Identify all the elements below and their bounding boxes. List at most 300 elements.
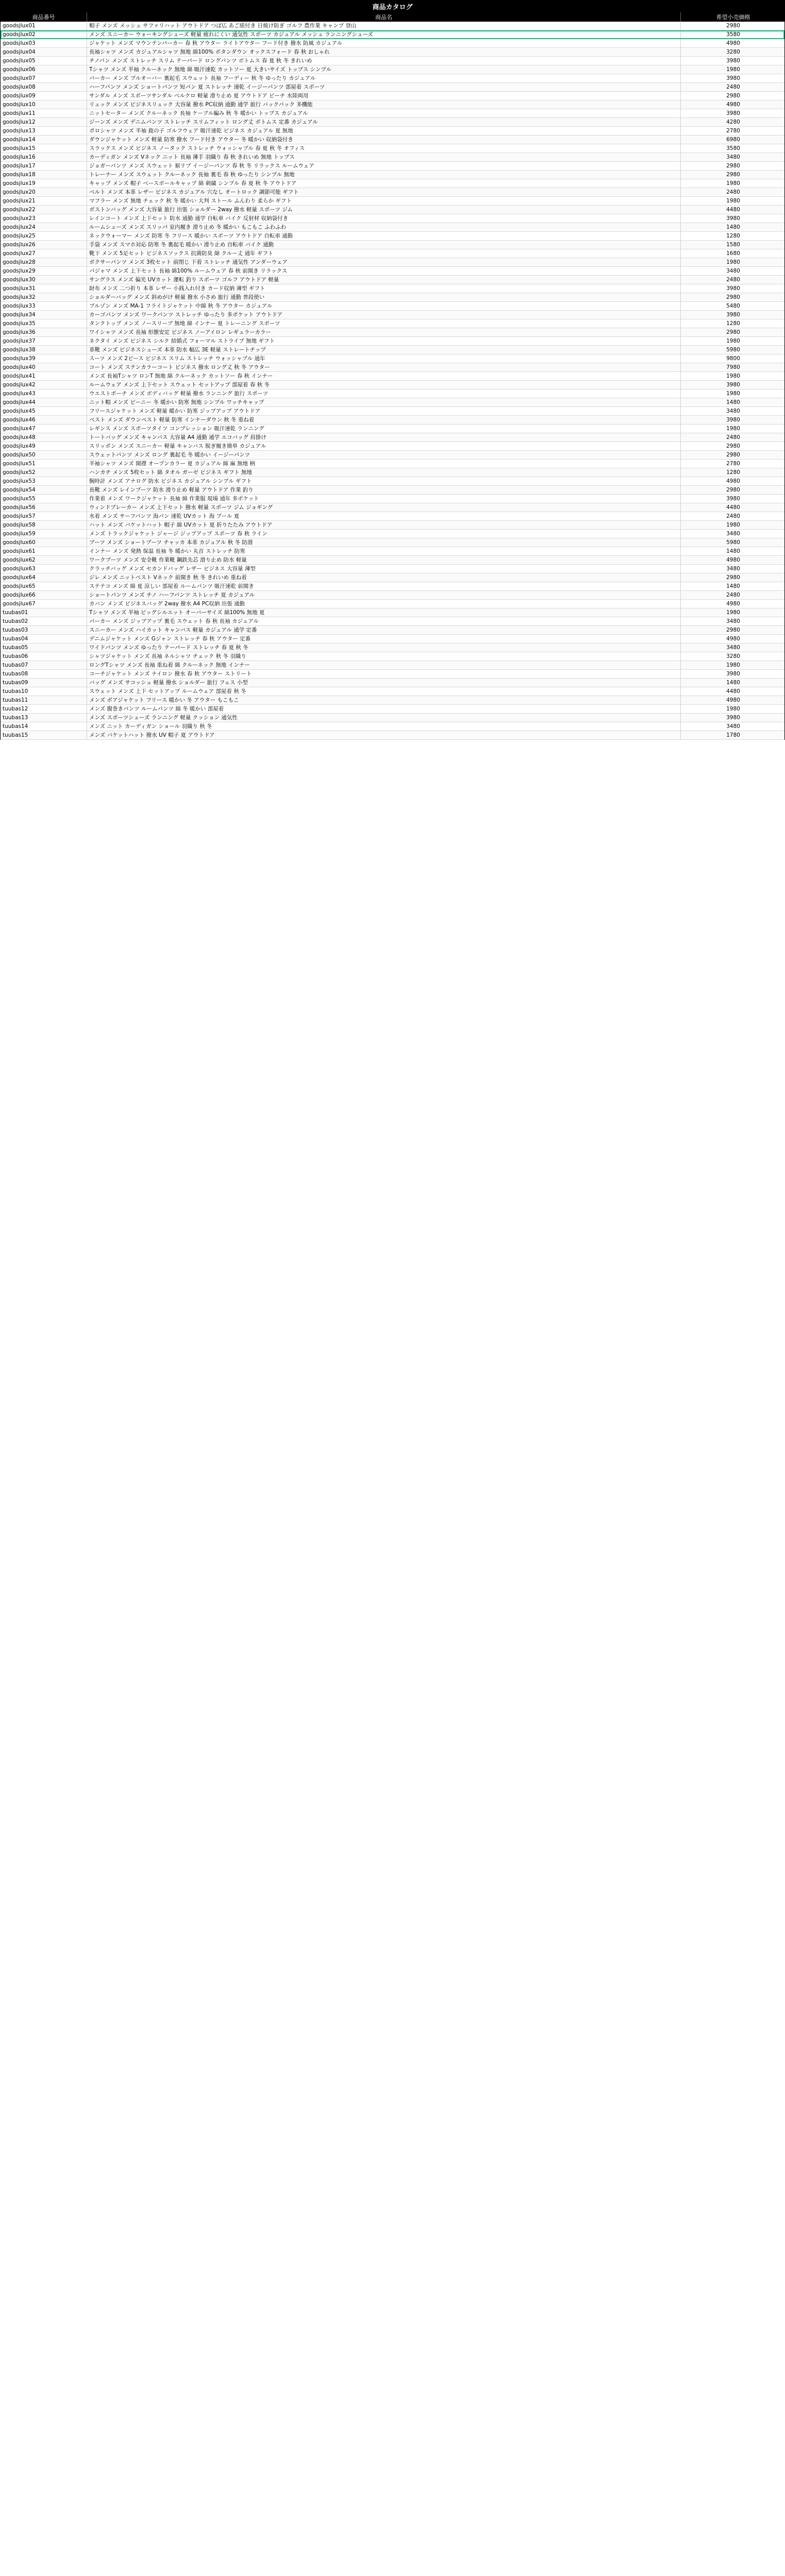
product-name-cell: パジャマ メンズ 上下セット 長袖 綿100% ルームウェア 春 秋 前開き リラックス xyxy=(87,267,681,275)
table-row[interactable] xyxy=(1,608,784,617)
price-cell: 3480 xyxy=(726,531,740,537)
price-cell: 2980 xyxy=(726,487,740,493)
table-row[interactable] xyxy=(1,731,784,740)
product-number-cell: goodsjlux66 xyxy=(1,591,87,599)
product-number-cell: goodsjlux62 xyxy=(1,556,87,564)
table-row[interactable] xyxy=(1,696,784,705)
product-number-cell: goodsjlux27 xyxy=(1,249,87,258)
product-name-cell: 手袋 メンズ スマホ対応 防寒 冬 裏起毛 暖かい 滑り止め 自転車 バイク 通勤 xyxy=(87,241,681,249)
product-number-cell: goodsjlux16 xyxy=(1,153,87,161)
price-cell: 4980 xyxy=(726,697,740,703)
price-cell: 1480 xyxy=(726,583,740,589)
product-name-cell: メンズ 腹巻きパンツ ルームパンツ 綿 冬 暖かい 部屋着 xyxy=(87,705,681,713)
product-name-cell: ジョガーパンツ メンズ スウェット 裾リブ イージーパンツ 春 秋 冬 リラックス ルームウェア xyxy=(87,162,681,170)
price-cell: 1480 xyxy=(726,548,740,554)
table-row[interactable] xyxy=(1,319,784,328)
table-row[interactable] xyxy=(1,643,784,652)
product-number-cell: tuubas02 xyxy=(1,617,87,625)
product-number-cell: goodsjlux54 xyxy=(1,486,87,494)
product-number-cell: goodsjlux58 xyxy=(1,521,87,529)
price-cell: 4480 xyxy=(726,688,740,694)
table-row[interactable] xyxy=(1,565,784,573)
product-name-cell: ハーフパンツ メンズ ショートパンツ 短パン 夏 ストレッチ 速乾 イージーパンツ 部屋着 スポーツ xyxy=(87,83,681,91)
table-row[interactable] xyxy=(1,267,784,276)
product-number-cell: goodsjlux15 xyxy=(1,144,87,152)
product-number-cell: goodsjlux21 xyxy=(1,197,87,205)
table-row[interactable] xyxy=(1,153,784,162)
price-cell: 4980 xyxy=(726,557,740,563)
product-number-cell: tuubas14 xyxy=(1,722,87,731)
price-cell: 1980 xyxy=(726,66,740,73)
table-row[interactable] xyxy=(1,249,784,258)
product-name-cell: Tシャツ メンズ 半袖 クルーネック 無地 綿 吸汗速乾 カットソー 夏 大きいサイズ トップス シンプル xyxy=(87,65,681,74)
table-row-selected[interactable] xyxy=(1,30,784,39)
table-row[interactable] xyxy=(1,442,784,451)
price-cell: 2480 xyxy=(726,592,740,598)
product-number-cell: goodsjlux04 xyxy=(1,48,87,56)
product-name-cell: ネクタイ メンズ ビジネス シルク 結婚式 フォーマル ストライプ 無地 ギフト xyxy=(87,337,681,345)
product-name-cell: メンズ バケットハット 撥水 UV 帽子 夏 アウトドア xyxy=(87,731,681,739)
product-number-cell: goodsjlux43 xyxy=(1,389,87,398)
product-name-cell: シャツジャケット メンズ 長袖 ネルシャツ チェック 秋 冬 羽織り xyxy=(87,652,681,660)
table-row[interactable] xyxy=(1,127,784,135)
price-cell: 3980 xyxy=(726,285,740,292)
price-cell: 3980 xyxy=(726,496,740,502)
product-name-cell: 靴下 メンズ 5足セット ビジネスソックス 抗菌防臭 綿 クルー丈 通年 ギフト xyxy=(87,249,681,258)
product-name-cell: ジレ メンズ ニットベスト Vネック 前開き 秋 冬 きれいめ 重ね着 xyxy=(87,573,681,582)
price-cell: 3480 xyxy=(726,723,740,730)
product-name-cell: 革靴 メンズ ビジネスシューズ 本革 防水 幅広 3E 軽量 ストレートチップ xyxy=(87,346,681,354)
document-title: 商品カタログ xyxy=(0,0,785,12)
price-cell: 1980 xyxy=(726,198,740,204)
table-row[interactable] xyxy=(1,381,784,389)
product-name-cell: 長靴 メンズ レインブーツ 防水 滑り止め 軽量 アウトドア 作業 釣り xyxy=(87,486,681,494)
product-name-cell: マフラー メンズ 無地 チェック 秋 冬 暖かい 大判 ストール ふんわり 柔らか ギフト xyxy=(87,197,681,205)
table-row[interactable] xyxy=(1,416,784,425)
product-name-cell: ジャケット メンズ マウンテンパーカー 春 秋 アウター ライトアウター フード付き 撥水 防風 カジュアル xyxy=(87,39,681,47)
catalog-sheet xyxy=(0,0,785,740)
product-name-cell: チノパン メンズ ストレッチ スリム テーパード ロングパンツ ボトムス 春 夏 秋 冬 きれいめ xyxy=(87,57,681,65)
product-name-cell: ニットセーター メンズ クルーネック 長袖 ケーブル編み 秋 冬 暖かい トップス カジュアル xyxy=(87,109,681,117)
price-cell: 3980 xyxy=(726,417,740,423)
product-name-cell: ロングTシャツ メンズ 長袖 重ね着 綿 クルーネック 無地 インナー xyxy=(87,661,681,669)
product-name-cell: 水着 メンズ サーフパンツ 海パン 速乾 UVカット 海 プール 夏 xyxy=(87,512,681,520)
price-cell: 2980 xyxy=(726,574,740,581)
table-row[interactable] xyxy=(1,530,784,538)
price-cell: 3980 xyxy=(726,110,740,116)
table-row[interactable] xyxy=(1,39,784,48)
product-number-cell: goodsjlux05 xyxy=(1,57,87,65)
table-row[interactable] xyxy=(1,276,784,284)
price-cell: 3980 xyxy=(726,312,740,318)
table-row[interactable] xyxy=(1,48,784,57)
product-number-cell: goodsjlux57 xyxy=(1,512,87,520)
product-number-cell: goodsjlux23 xyxy=(1,214,87,223)
price-cell: 4480 xyxy=(726,504,740,511)
table-row[interactable] xyxy=(1,92,784,100)
table-row[interactable] xyxy=(1,65,784,74)
table-row[interactable] xyxy=(1,722,784,731)
product-name-cell: コート メンズ ステンカラーコート ビジネス 撥水 ロング丈 秋 冬 アウター xyxy=(87,363,681,371)
product-name-cell: ルームウェア メンズ 上下セット スウェット セットアップ 部屋着 春 秋 冬 xyxy=(87,381,681,389)
product-number-cell: goodsjlux29 xyxy=(1,267,87,275)
table-row[interactable] xyxy=(1,600,784,608)
table-row[interactable] xyxy=(1,451,784,460)
table-row[interactable] xyxy=(1,372,784,381)
product-name-cell: トートバッグ メンズ キャンバス 大容量 A4 通勤 通学 エコバッグ 肩掛け xyxy=(87,433,681,442)
table-row[interactable] xyxy=(1,486,784,495)
table-row[interactable] xyxy=(1,328,784,337)
price-cell: 3580 xyxy=(726,145,740,151)
table-row[interactable] xyxy=(1,573,784,582)
product-number-cell: tuubas07 xyxy=(1,661,87,669)
product-number-cell: goodsjlux07 xyxy=(1,74,87,82)
product-name-cell: ハット メンズ バケットハット 帽子 綿 UVカット 夏 折りたたみ アウトドア xyxy=(87,521,681,529)
product-number-cell: goodsjlux67 xyxy=(1,600,87,608)
price-cell: 3480 xyxy=(726,408,740,414)
price-cell: 1980 xyxy=(726,338,740,344)
product-name-cell: ブーツ メンズ ショートブーツ チャッカ 本革 カジュアル 秋 冬 防滑 xyxy=(87,538,681,547)
price-cell: 6980 xyxy=(726,137,740,143)
price-cell: 2480 xyxy=(726,513,740,519)
product-name-cell: ボストンバッグ メンズ 大容量 旅行 出張 ショルダー 2way 撥水 軽量 スポーツ ジム xyxy=(87,206,681,214)
column-header-product-number: 商品番号 xyxy=(1,12,87,22)
product-number-cell: goodsjlux31 xyxy=(1,284,87,293)
table-row[interactable] xyxy=(1,389,784,398)
table-row[interactable] xyxy=(1,521,784,530)
price-cell: 9800 xyxy=(726,355,740,362)
product-number-cell: goodsjlux09 xyxy=(1,92,87,100)
product-name-cell: クラッチバッグ メンズ セカンドバッグ レザー ビジネス 大容量 薄型 xyxy=(87,565,681,573)
price-cell: 1480 xyxy=(726,399,740,405)
table-row[interactable] xyxy=(1,188,784,197)
price-cell: 1480 xyxy=(726,224,740,230)
product-name-cell: Tシャツ メンズ 半袖 ビッグシルエット オーバーサイズ 綿100% 無地 夏 xyxy=(87,608,681,617)
product-number-cell: goodsjlux61 xyxy=(1,547,87,555)
price-cell: 5980 xyxy=(726,347,740,353)
price-cell: 1680 xyxy=(726,250,740,257)
price-cell: 1280 xyxy=(726,469,740,476)
price-cell: 5480 xyxy=(726,303,740,309)
product-number-cell: goodsjlux38 xyxy=(1,346,87,354)
product-name-cell: ブルゾン メンズ MA-1 フライトジャケット 中綿 秋 冬 アウター カジュアル xyxy=(87,302,681,310)
price-cell: 4980 xyxy=(726,40,740,46)
product-name-cell: メンズ スポーツシューズ ランニング 軽量 クッション 通気性 xyxy=(87,714,681,722)
table-row[interactable] xyxy=(1,460,784,468)
product-number-cell: goodsjlux64 xyxy=(1,573,87,582)
product-number-cell: goodsjlux33 xyxy=(1,302,87,310)
product-number-cell: tuubas15 xyxy=(1,731,87,739)
table-row[interactable] xyxy=(1,495,784,503)
product-number-cell: goodsjlux42 xyxy=(1,381,87,389)
product-number-cell: goodsjlux30 xyxy=(1,276,87,284)
product-number-cell: goodsjlux18 xyxy=(1,171,87,179)
product-name-cell: キャップ メンズ 帽子 ベースボールキャップ 綿 刺繍 シンプル 春 夏 秋 冬 アウトドア xyxy=(87,179,681,188)
product-number-cell: goodsjlux10 xyxy=(1,100,87,109)
price-cell: 1980 xyxy=(726,180,740,187)
product-number-cell: goodsjlux45 xyxy=(1,407,87,415)
table-row[interactable] xyxy=(1,258,784,267)
product-number-cell: goodsjlux48 xyxy=(1,433,87,442)
price-cell: 4980 xyxy=(726,478,740,484)
product-number-cell: goodsjlux37 xyxy=(1,337,87,345)
table-row[interactable] xyxy=(1,354,784,363)
product-name-cell: カーディガン メンズ Vネック ニット 長袖 薄手 羽織り 春 秋 きれいめ 無地 トップス xyxy=(87,153,681,161)
product-number-cell: goodsjlux40 xyxy=(1,363,87,371)
table-row[interactable] xyxy=(1,284,784,293)
table-row[interactable] xyxy=(1,398,784,407)
column-header-product-name: 商品名 xyxy=(87,12,681,22)
product-number-cell: goodsjlux28 xyxy=(1,258,87,266)
product-number-cell: goodsjlux01 xyxy=(1,22,87,30)
table-row[interactable] xyxy=(1,652,784,661)
product-name-cell: サンダル メンズ スポーツサンダル ベルクロ 軽量 滑り止め 夏 アウトドア ビーチ 水陸両用 xyxy=(87,92,681,100)
price-cell: 3580 xyxy=(726,31,740,38)
product-name-cell: トレーナー メンズ スウェット クルーネック 長袖 裏毛 春 秋 ゆったり シンプル 無地 xyxy=(87,171,681,179)
product-number-cell: goodsjlux65 xyxy=(1,582,87,590)
table-row[interactable] xyxy=(1,100,784,109)
table-row[interactable] xyxy=(1,179,784,188)
product-name-cell: カバン メンズ ビジネスバッグ 2way 撥水 A4 PC収納 出張 通勤 xyxy=(87,600,681,608)
product-name-cell: スリッポン メンズ スニーカー 軽量 キャンバス 脱ぎ履き簡単 カジュアル xyxy=(87,442,681,450)
product-number-cell: goodsjlux02 xyxy=(1,30,87,39)
product-name-cell: ステテコ メンズ 綿 夏 涼しい 部屋着 ルームパンツ 吸汗速乾 前開き xyxy=(87,582,681,590)
price-cell: 1580 xyxy=(726,242,740,248)
table-row[interactable] xyxy=(1,57,784,65)
product-name-cell: ルームシューズ メンズ スリッパ 室内履き 滑り止め 冬 暖かい もこもこ ふわふわ xyxy=(87,223,681,231)
product-number-cell: tuubas06 xyxy=(1,652,87,660)
product-number-cell: goodsjlux55 xyxy=(1,495,87,503)
product-number-cell: goodsjlux35 xyxy=(1,319,87,328)
product-number-cell: tuubas13 xyxy=(1,714,87,722)
price-cell: 3980 xyxy=(726,75,740,81)
table-row[interactable] xyxy=(1,346,784,354)
product-number-cell: tuubas12 xyxy=(1,705,87,713)
price-cell: 2480 xyxy=(726,189,740,195)
product-number-cell: goodsjlux53 xyxy=(1,477,87,485)
product-number-cell: goodsjlux46 xyxy=(1,416,87,424)
product-number-cell: goodsjlux08 xyxy=(1,83,87,91)
table-row[interactable] xyxy=(1,171,784,179)
product-number-cell: goodsjlux26 xyxy=(1,241,87,249)
product-name-cell: メンズ トラックジャケット ジャージ ジップアップ スポーツ 春 秋 ライン xyxy=(87,530,681,538)
table-row[interactable] xyxy=(1,687,784,696)
product-name-cell: 財布 メンズ 二つ折り 本革 レザー 小銭入れ付き カード収納 薄型 ギフト xyxy=(87,284,681,293)
product-number-cell: goodsjlux19 xyxy=(1,179,87,188)
product-name-cell: フリースジャケット メンズ 軽量 暖かい 防寒 ジップアップ アウトドア xyxy=(87,407,681,415)
price-cell: 1980 xyxy=(726,609,740,616)
product-name-cell: バッグ メンズ サコッシュ 軽量 撥水 ショルダー 旅行 フェス 小型 xyxy=(87,679,681,687)
price-cell: 1980 xyxy=(726,259,740,265)
product-number-cell: goodsjlux36 xyxy=(1,328,87,336)
table-row[interactable] xyxy=(1,223,784,232)
product-name-cell: ハンカチ メンズ 5枚セット 綿 タオル ガーゼ ビジネス ギフト 無地 xyxy=(87,468,681,477)
table-row[interactable] xyxy=(1,206,784,214)
table-row[interactable] xyxy=(1,547,784,556)
product-name-cell: スウェットパンツ メンズ ロング 裏起毛 冬 暖かい イージーパンツ xyxy=(87,451,681,459)
price-cell: 4980 xyxy=(726,101,740,108)
table-row[interactable] xyxy=(1,337,784,346)
product-number-cell: goodsjlux60 xyxy=(1,538,87,547)
product-name-cell: レギンス メンズ スポーツタイツ コンプレッション 吸汗速乾 ランニング xyxy=(87,425,681,433)
table-row[interactable] xyxy=(1,626,784,635)
table-row[interactable] xyxy=(1,556,784,565)
table-row[interactable] xyxy=(1,363,784,372)
table-row[interactable] xyxy=(1,635,784,643)
product-number-cell: goodsjlux20 xyxy=(1,188,87,196)
product-name-cell: 腕時計 メンズ アナログ 防水 ビジネス カジュアル シンプル ギフト xyxy=(87,477,681,485)
product-number-cell: tuubas01 xyxy=(1,608,87,617)
price-cell: 2980 xyxy=(726,93,740,99)
table-row[interactable] xyxy=(1,311,784,319)
price-cell: 1780 xyxy=(726,732,740,738)
product-name-cell: ワイシャツ メンズ 長袖 形態安定 ビジネス ノーアイロン レギュラーカラー xyxy=(87,328,681,336)
price-cell: 3980 xyxy=(726,382,740,388)
table-row[interactable] xyxy=(1,118,784,127)
table-row[interactable] xyxy=(1,109,784,118)
table-row[interactable] xyxy=(1,661,784,670)
price-cell: 3980 xyxy=(726,671,740,677)
table-row[interactable] xyxy=(1,293,784,302)
price-cell: 2480 xyxy=(726,84,740,90)
product-name-cell: メンズ スニーカー ウォーキングシューズ 軽量 疲れにくい 通気性 スポーツ カジュアル メッシュ ランニングシューズ xyxy=(87,30,681,39)
product-name-cell: ウィンドブレーカー メンズ 上下セット 撥水 軽量 スポーツ ジム ジョギング xyxy=(87,503,681,512)
product-number-cell: tuubas09 xyxy=(1,679,87,687)
table-row[interactable] xyxy=(1,714,784,722)
product-number-cell: goodsjlux03 xyxy=(1,39,87,47)
product-number-cell: goodsjlux39 xyxy=(1,354,87,363)
table-row[interactable] xyxy=(1,433,784,442)
table-row[interactable] xyxy=(1,503,784,512)
product-name-cell: メンズ 長袖Tシャツ ロンT 無地 綿 クルーネック カットソー 春 秋 インナー xyxy=(87,372,681,380)
product-number-cell: tuubas05 xyxy=(1,643,87,652)
price-cell: 2980 xyxy=(726,452,740,458)
price-cell: 2480 xyxy=(726,277,740,283)
product-name-cell: 作業着 メンズ ワークジャケット 長袖 綿 作業服 現場 通年 多ポケット xyxy=(87,495,681,503)
product-number-cell: goodsjlux51 xyxy=(1,460,87,468)
price-cell: 3480 xyxy=(726,268,740,274)
product-name-cell: ベルト メンズ 本革 レザー ビジネス カジュアル 穴なし オートロック 調節可能 ギフト xyxy=(87,188,681,196)
product-name-cell: ショルダーバッグ メンズ 斜めがけ 軽量 撥水 小さめ 旅行 通勤 普段使い xyxy=(87,293,681,301)
price-cell: 1280 xyxy=(726,320,740,327)
price-cell: 2980 xyxy=(726,163,740,169)
table-row[interactable] xyxy=(1,538,784,547)
product-number-cell: goodsjlux25 xyxy=(1,232,87,240)
product-name-cell: ワイドパンツ メンズ ゆったり テーパード ストレッチ 春 夏 秋 冬 xyxy=(87,643,681,652)
product-name-cell: ウエストポーチ メンズ ボディバッグ 軽量 撥水 ランニング 旅行 スポーツ xyxy=(87,389,681,398)
product-number-cell: goodsjlux22 xyxy=(1,206,87,214)
price-cell: 3980 xyxy=(726,215,740,222)
price-cell: 2980 xyxy=(726,294,740,300)
product-name-cell: リュック メンズ ビジネスリュック 大容量 撥水 PC収納 通勤 通学 旅行 バックパック 多機能 xyxy=(87,100,681,109)
table-row[interactable] xyxy=(1,302,784,311)
price-cell: 1980 xyxy=(726,706,740,712)
table-row[interactable] xyxy=(1,468,784,477)
product-name-cell: 長袖シャツ メンズ カジュアルシャツ 無地 綿100% ボタンダウン オックスフォード 春 秋 おしゃれ xyxy=(87,48,681,56)
price-cell: 2480 xyxy=(726,434,740,440)
product-name-cell: インナー メンズ 発熱 保温 長袖 冬 暖かい 丸首 ストレッチ 防寒 xyxy=(87,547,681,555)
price-cell: 2780 xyxy=(726,461,740,467)
price-cell: 2980 xyxy=(726,329,740,335)
table-row[interactable] xyxy=(1,74,784,83)
product-name-cell: サングラス メンズ 偏光 UVカット 運転 釣り スポーツ ゴルフ アウトドア 軽量 xyxy=(87,276,681,284)
price-cell: 5980 xyxy=(726,539,740,546)
price-cell: 3480 xyxy=(726,154,740,160)
product-number-cell: goodsjlux41 xyxy=(1,372,87,380)
table-row[interactable] xyxy=(1,425,784,433)
table-row[interactable] xyxy=(1,705,784,714)
table-row[interactable] xyxy=(1,591,784,600)
price-cell: 4980 xyxy=(726,636,740,642)
price-cell: 4280 xyxy=(726,119,740,125)
product-name-cell: スラックス メンズ ビジネス ノータック ストレッチ ウォッシャブル 春 夏 秋 冬 オフィス xyxy=(87,144,681,152)
product-number-cell: goodsjlux63 xyxy=(1,565,87,573)
table-row[interactable] xyxy=(1,407,784,416)
table-row[interactable] xyxy=(1,241,784,249)
table-row[interactable] xyxy=(1,135,784,144)
price-cell: 2780 xyxy=(726,128,740,134)
product-name-cell: ネックウォーマー メンズ 防寒 冬 フリース 暖かい スポーツ アウトドア 自転車 通勤 xyxy=(87,232,681,240)
price-cell: 4480 xyxy=(726,207,740,213)
product-name-cell: スーツ メンズ 2ピース ビジネス スリム ストレッチ ウォッシャブル 通年 xyxy=(87,354,681,363)
price-cell: 3480 xyxy=(726,566,740,572)
table-row[interactable] xyxy=(1,679,784,687)
product-name-cell: ジーンズ メンズ デニムパンツ ストレッチ スリムフィット ロング丈 ボトムス 定番 カジュアル xyxy=(87,118,681,126)
table-row[interactable] xyxy=(1,214,784,223)
price-cell: 4980 xyxy=(726,601,740,607)
table-row[interactable] xyxy=(1,477,784,486)
product-name-cell: ポロシャツ メンズ 半袖 鹿の子 ゴルフウェア 吸汗速乾 ビジネス カジュアル 夏 無地 xyxy=(87,127,681,135)
product-name-cell: タンクトップ メンズ ノースリーブ 無地 綿 インナー 夏 トレーニング スポーツ xyxy=(87,319,681,328)
table-row[interactable] xyxy=(1,617,784,626)
price-cell: 3980 xyxy=(726,715,740,721)
product-number-cell: goodsjlux11 xyxy=(1,109,87,117)
product-number-cell: goodsjlux49 xyxy=(1,442,87,450)
table-row[interactable] xyxy=(1,512,784,521)
product-number-cell: tuubas11 xyxy=(1,696,87,704)
table-row[interactable] xyxy=(1,197,784,206)
price-cell: 1980 xyxy=(726,373,740,379)
price-cell: 1980 xyxy=(726,522,740,528)
product-number-cell: goodsjlux44 xyxy=(1,398,87,406)
table-row[interactable] xyxy=(1,162,784,171)
table-row[interactable] xyxy=(1,22,784,30)
table-row[interactable] xyxy=(1,83,784,92)
price-cell: 3280 xyxy=(726,653,740,659)
product-number-cell: goodsjlux17 xyxy=(1,162,87,170)
product-number-cell: tuubas04 xyxy=(1,635,87,643)
price-cell: 2980 xyxy=(726,172,740,178)
table-row[interactable] xyxy=(1,232,784,241)
product-name-cell: スニーカー メンズ ハイカット キャンバス 軽量 カジュアル 通学 定番 xyxy=(87,626,681,634)
table-row[interactable] xyxy=(1,144,784,153)
price-cell: 2980 xyxy=(726,23,740,29)
price-cell: 3280 xyxy=(726,49,740,55)
table-row[interactable] xyxy=(1,582,784,591)
product-number-cell: tuubas08 xyxy=(1,670,87,678)
product-name-cell: ワークブーツ メンズ 安全靴 作業靴 鋼鉄先芯 滑り止め 防水 軽量 xyxy=(87,556,681,564)
product-name-cell: レインコート メンズ 上下セット 防水 通勤 通学 自転車 バイク 反射材 収納袋付き xyxy=(87,214,681,223)
table-row[interactable] xyxy=(1,670,784,679)
price-cell: 2980 xyxy=(726,443,740,449)
product-name-cell: パーカー メンズ プルオーバー 裏起毛 スウェット 長袖 フーディー 秋 冬 ゆったり カジュアル xyxy=(87,74,681,82)
product-number-cell: goodsjlux24 xyxy=(1,223,87,231)
product-number-cell: goodsjlux34 xyxy=(1,311,87,319)
product-name-cell: 帽子 メンズ メッシュ サファリハット アウトドア つば広 あご紐付き 日焼け防ぎ ゴルフ 農作業 キャンプ 登山 xyxy=(87,22,681,30)
price-cell: 3980 xyxy=(726,58,740,64)
product-name-cell: コーチジャケット メンズ ナイロン 撥水 春 秋 アウター ストリート xyxy=(87,670,681,678)
product-name-cell: メンズ ニット カーディガン ショール 羽織り 秋 冬 xyxy=(87,722,681,731)
